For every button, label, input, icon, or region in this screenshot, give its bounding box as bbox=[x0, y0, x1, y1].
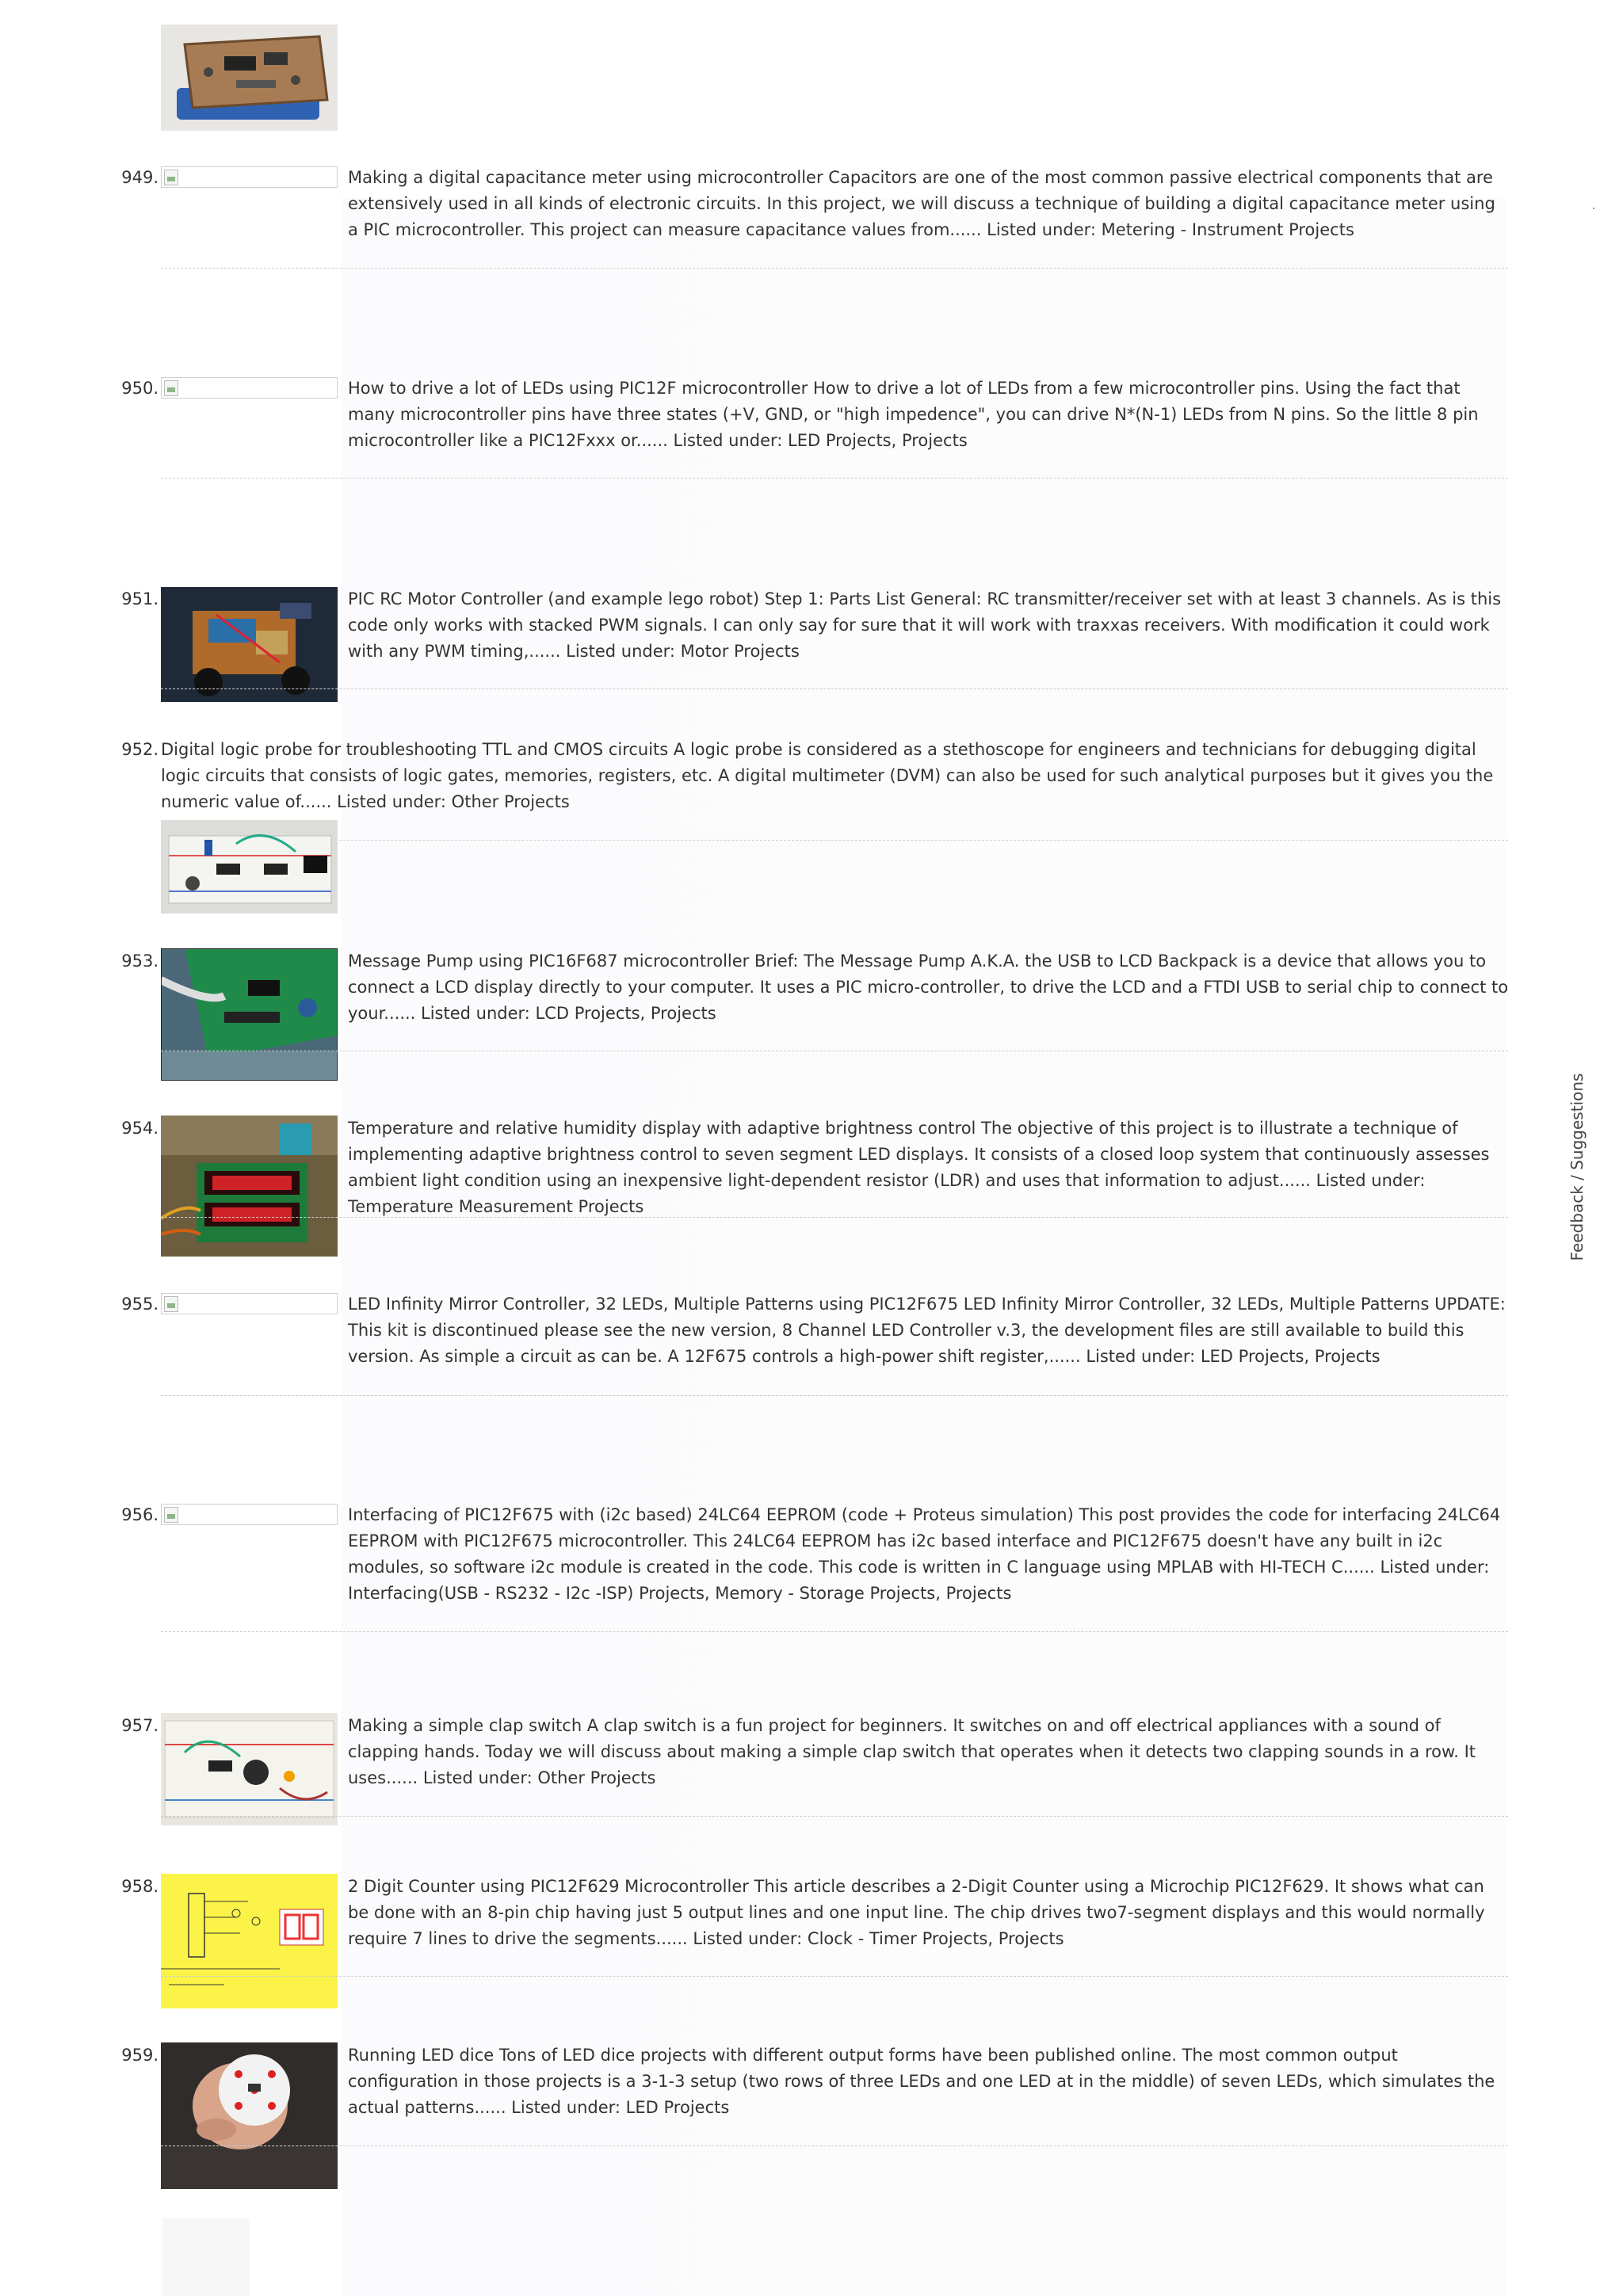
item-divider bbox=[161, 2145, 1508, 2146]
item-description[interactable]: PIC RC Motor Controller (and example lego robot) Step 1: Parts List General: RC transmitter/receiver set with at least 3 channels. As is this code only works with stacked PWM signals. I can only say for sure that it will work with traxxas receivers. With modification it could work with any PWM timing,...... Listed under: Motor Projects bbox=[348, 589, 1502, 661]
project-thumbnail-clap-switch[interactable] bbox=[161, 1713, 338, 1825]
project-thumbnail-led-display[interactable] bbox=[161, 1116, 338, 1257]
item-description[interactable]: Message Pump using PIC16F687 microcontroller Brief: The Message Pump A.K.A. the USB to LCD Backpack is a device that allows you to connect a LCD display directly to your computer. It uses a PIC micro-controller, to drive the LCD and a FTDI USB to serial chip to connect to your...... Listed under: LCD Projects, Projects bbox=[348, 952, 1509, 1023]
item-number: 949. bbox=[121, 168, 158, 187]
item-number: 957. bbox=[121, 1716, 158, 1735]
project-thumbnail[interactable] bbox=[161, 166, 338, 188]
item-number: 955. bbox=[121, 1295, 158, 1314]
project-thumbnail-robot[interactable] bbox=[161, 587, 338, 702]
item-description[interactable]: Running LED dice Tons of LED dice projects with different output forms have been published online. The most common output configuration in those projects is a 3-1-3 setup (two rows of three LEDs and one LED at in the middle) of seven LEDs, which simulates the actual patterns...... Listed under: LED Projects bbox=[348, 2046, 1495, 2117]
project-thumbnail-lcd-backpack[interactable] bbox=[161, 948, 338, 1081]
project-thumbnail-led-dice[interactable] bbox=[161, 2042, 338, 2189]
item-description[interactable]: Digital logic probe for troubleshooting TTL and CMOS circuits A logic probe is considered as a stethoscope for engineers and technicians for debugging digital logic circuits that consists of logic gates, memories, registers, etc. A digital multimeter (DVM) can also be used for such analytical purposes but it gives you the numeric value of...... Listed under: Other Projects bbox=[161, 740, 1494, 811]
item-divider bbox=[161, 268, 1508, 269]
project-thumbnail[interactable] bbox=[161, 1293, 338, 1314]
item-divider bbox=[161, 840, 1508, 841]
item-number: 953. bbox=[121, 952, 158, 971]
item-description[interactable]: Making a digital capacitance meter using microcontroller Capacitors are one of the most common passive electrical components that are extensively used in all kinds of electronic circuits. In this project, we will discuss a technique of building a digital capacitance meter using a PIC microcontroller. This project can measure capacitance values from...... Listed under: Metering - Instrument Projects bbox=[348, 168, 1495, 239]
project-thumbnail-pcb[interactable] bbox=[161, 25, 338, 131]
item-divider bbox=[161, 478, 1508, 479]
item-divider bbox=[161, 688, 1508, 689]
item-divider bbox=[161, 1395, 1508, 1396]
item-divider bbox=[161, 1976, 1508, 1977]
broken-image-icon bbox=[164, 380, 178, 396]
item-description[interactable]: Temperature and relative humidity display with adaptive brightness control The objective of this project is to illustrate a technique of implementing adaptive brightness control to seven segment LED displays. It consists of a closed loop system that continuously assesses ambient light condition using an inexpensive light-dependent resistor (LDR) and uses that information to adjust...... Listed under: Temperature Measurement Projects bbox=[348, 1119, 1490, 1216]
item-number: 958. bbox=[121, 1877, 158, 1896]
item-number: 956. bbox=[121, 1505, 158, 1524]
item-number: 959. bbox=[121, 2046, 158, 2065]
item-description[interactable]: 2 Digit Counter using PIC12F629 Microcontroller This article describes a 2-Digit Counter using a Microchip PIC12F629. It shows what can be done with an 8-pin chip having just 5 output lines and one input line. The chip drives two7-segment displays and this would normally require 7 lines to drive the segments...... Listed under: Clock - Timer Projects, Projects bbox=[348, 1877, 1485, 1948]
project-thumbnail-counter-schematic[interactable] bbox=[161, 1874, 338, 2008]
item-description[interactable]: LED Infinity Mirror Controller, 32 LEDs, Multiple Patterns using PIC12F675 LED Infinity Mirror Controller, 32 LEDs, Multiple Patterns UPDATE: This kit is discontinued please see the new version, 8 Channel LED Controller v.3, the development files are still available to build this version. As simple a circuit as can be. A 12F675 controls a high-power shift register,...... Listed under: LED Projects, Projects bbox=[348, 1295, 1506, 1366]
broken-image-icon bbox=[164, 1507, 178, 1523]
item-divider bbox=[161, 1816, 1508, 1817]
item-description[interactable]: Making a simple clap switch A clap switch is a fun project for beginners. It switches on and off electrical appliances with a sound of clapping hands. Today we will discuss about making a simple clap switch that operates when it detects two clapping sounds in a row. It uses...... Listed under: Other Projects bbox=[348, 1716, 1476, 1787]
content-background bbox=[341, 198, 1506, 2296]
feedback-tab-label[interactable]: Feedback / Suggestions bbox=[1568, 1073, 1587, 1261]
project-thumbnail-breadboard[interactable] bbox=[161, 820, 338, 913]
item-divider bbox=[161, 1217, 1508, 1218]
item-number: 950. bbox=[121, 379, 158, 398]
item-divider bbox=[161, 1631, 1508, 1632]
item-number: 951. bbox=[121, 589, 158, 608]
project-thumbnail[interactable] bbox=[161, 1504, 338, 1525]
item-number: 954. bbox=[121, 1119, 158, 1138]
next-thumbnail-placeholder bbox=[162, 2218, 250, 2296]
scroll-marker bbox=[1593, 208, 1594, 209]
item-description[interactable]: How to drive a lot of LEDs using PIC12F microcontroller How to drive a lot of LEDs from a few microcontroller pins. Using the fact that many microcontroller pins have three states (+V, GND, or "high impedence", you can drive N*(N-1) LEDs from N pins. So the little 8 pin microcontroller like a PIC12Fxxx or...... Listed under: LED Projects, Projects bbox=[348, 379, 1479, 450]
item-number: 952. bbox=[121, 740, 158, 759]
project-thumbnail[interactable] bbox=[161, 377, 338, 399]
broken-image-icon bbox=[164, 170, 178, 185]
item-description[interactable]: Interfacing of PIC12F675 with (i2c based) 24LC64 EEPROM (code + Proteus simulation) This post provides the code for interfacing 24LC64 EEPROM with PIC12F675 microcontroller. This 24LC64 EEPROM has i2c based interface and PIC12F675 doesn't have any built in i2c modules, so software i2c module is created in the code. This code is written in C language using MPLAB with HI-TECH C...... Listed under: Interfacing(USB - RS232 - I2c -ISP) Projects, Memory - Storage Projects, Projects bbox=[348, 1505, 1501, 1603]
feedback-tab[interactable] bbox=[1565, 1073, 1589, 1261]
broken-image-icon bbox=[164, 1296, 178, 1312]
